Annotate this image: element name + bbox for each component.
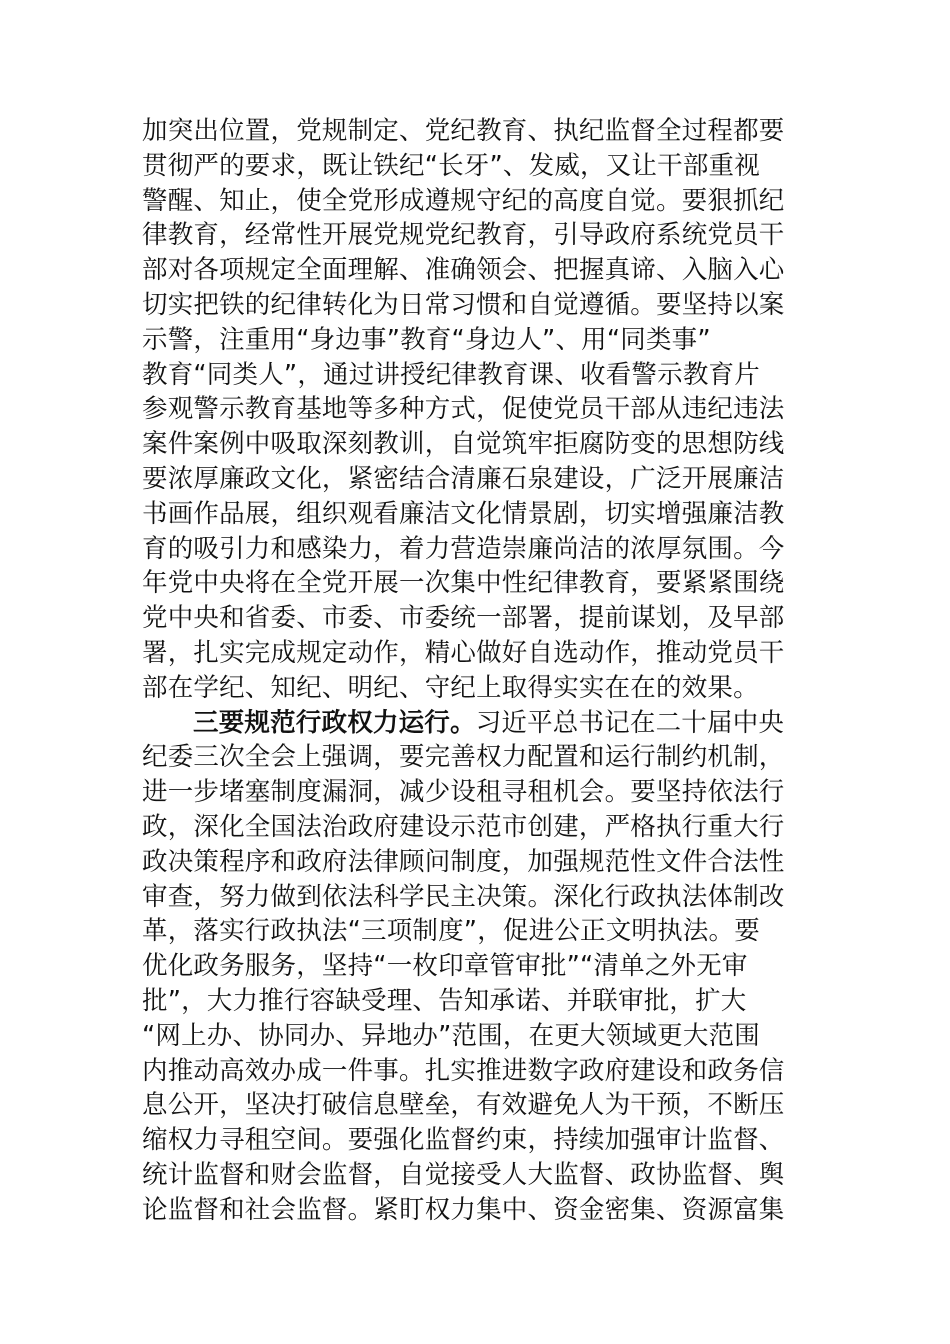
body-text (142, 114, 822, 1228)
text-line: 革，落实行政执法“三项制度”，促进公正文明执法。要 (142, 916, 760, 947)
text-line: 警醒、知止，使全党形成遵规守纪的高度自觉。要狠抓纪 (142, 185, 785, 216)
text-line: 示警，注重用“身边事”教育“身边人”、用“同类事” (142, 324, 711, 355)
text-line: 育的吸引力和感染力，着力营造崇廉尚洁的浓厚氛围。今 (142, 533, 785, 564)
text-line: 部在学纪、知纪、明纪、守纪上取得实实在在的效果。 (142, 672, 759, 703)
text-line: 律教育，经常性开展党规党纪教育，引导政府系统党员干 (142, 220, 785, 251)
first-line-text: 习近平总书记在二十届中央 (475, 707, 785, 738)
text-line: 论监督和社会监督。紧盯权力集中、资金密集、资源富集 (142, 1194, 785, 1225)
text-line: 审查，努力做到依法科学民主决策。深化行政执法体制改 (142, 881, 785, 912)
text-line: 统计监督和财会监督，自觉接受人大监督、政协监督、舆 (142, 1159, 785, 1190)
text-line: 贯彻严的要求，既让铁纪“长牙”、发威，又让干部重视 (142, 150, 760, 181)
text-line: 优化政务服务，坚持“一枚印章管审批”“清单之外无审 (142, 951, 748, 982)
text-line: 批”，大力推行容缺受理、告知承诺、并联审批，扩大 (142, 985, 747, 1016)
text-line: 息公开，坚决打破信息壁垒，有效避免人为干预，不断压 (142, 1090, 785, 1121)
text-line: 纪委三次全会上强调，要完善权力配置和运行制约机制， (142, 742, 785, 773)
section-heading: 三要规范行政权力运行。 (193, 707, 476, 738)
text-line: 要浓厚廉政文化，紧密结合清廉石泉建设，广泛开展廉洁 (142, 463, 785, 494)
text-line: 加突出位置，党规制定、党纪教育、执纪监督全过程都要 (142, 116, 785, 146)
paragraph-first-line (142, 706, 822, 741)
text-line: 署，扎实完成规定动作，精心做好自选动作，推动党员干 (142, 637, 785, 668)
text-line: 参观警示教育基地等多种方式，促使党员干部从违纪违法 (142, 394, 785, 425)
text-line: “网上办、协同办、异地办”范围，在更大领域更大范围 (142, 1020, 760, 1051)
paragraph-discipline-education (142, 114, 822, 706)
text-line: 部对各项规定全面理解、准确领会、把握真谛、入脑入心 (142, 255, 785, 286)
text-line: 进一步堵塞制度漏洞，减少设租寻租机会。要坚持依法行 (142, 777, 785, 808)
text-line: 年党中央将在全党开展一次集中性纪律教育，要紧紧围绕 (142, 568, 785, 599)
text-line: 案件案例中吸取深刻教训，自觉筑牢拒腐防变的思想防线 (142, 429, 785, 460)
text-line: 缩权力寻租空间。要强化监督约束，持续加强审计监督、 (142, 1125, 785, 1156)
text-line: 内推动高效办成一件事。扎实推进数字政府建设和政务信 (142, 1055, 785, 1086)
text-line: 切实把铁的纪律转化为日常习惯和自觉遵循。要坚持以案 (142, 289, 785, 320)
text-line: 政决策程序和政府法律顾问制度，加强规范性文件合法性 (142, 846, 785, 877)
text-line: 党中央和省委、市委、市委统一部署，提前谋划，及早部 (142, 603, 785, 634)
text-line: 政，深化全国法治政府建设示范市创建，严格执行重大行 (142, 811, 785, 842)
text-line: 教育“同类人”，通过讲授纪律教育课、收看警示教育片 (142, 359, 760, 390)
paragraph-administrative-power (142, 706, 822, 1228)
text-line: 书画作品展，组织观看廉洁文化情景剧，切实增强廉洁教 (142, 498, 785, 529)
